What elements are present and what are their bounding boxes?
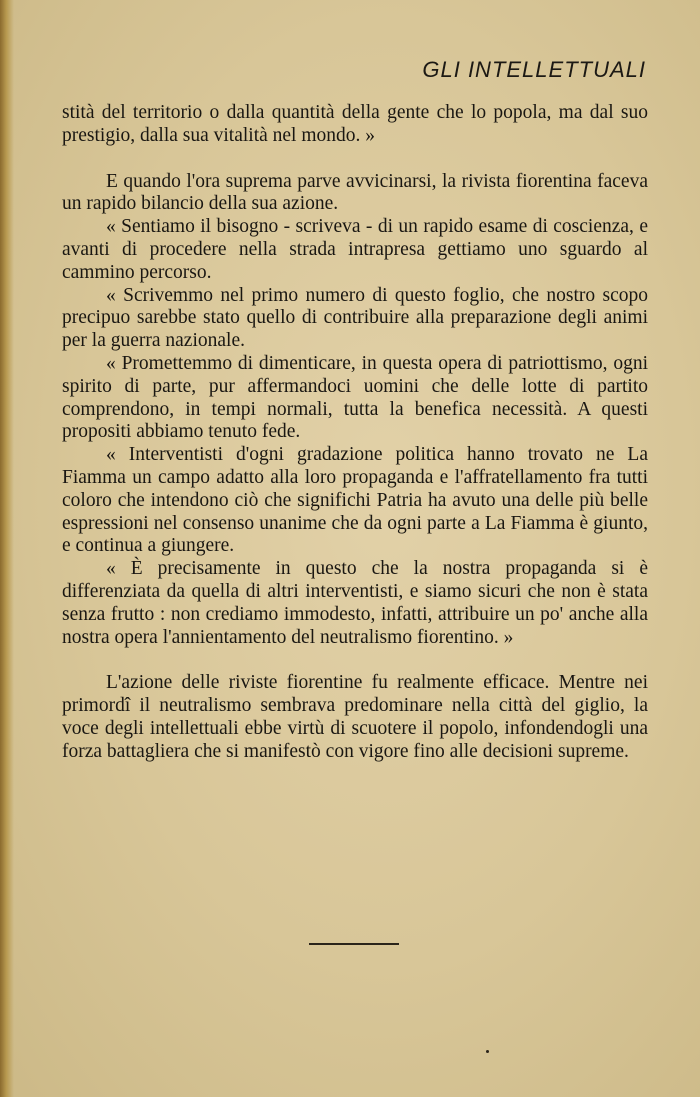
print-speck (486, 1050, 489, 1053)
paragraph: E quando l'ora suprema parve avvicinarsi, la rivista fiorentina faceva un rapido bilancio della sua azione. (62, 170, 648, 215)
paragraph: « Interventisti d'ogni gradazione politica hanno trovato ne La Fiamma un campo adatto alla loro propaganda e l'affratellamento fra tutti coloro che intendono ciò che significhi Patria ha avuto una delle più belle espressioni nel consenso unanime che da ogni parte a La Fiamma è giunto, e continua a giungere. (62, 444, 648, 557)
paragraph: « È precisamente in questo che la nostra propaganda si è differenziata da quella di altri interventisti, e siamo sicuri che non è stata senza frutto : non crediamo immodesto, infatti, attribuire un po' anche alla nostra opera l'annientamento del neutralismo fiorentino. » (62, 558, 648, 648)
section-end-rule (309, 943, 399, 945)
running-head: GLI INTELLETTUALI (422, 57, 646, 82)
paragraph: L'azione delle riviste fiorentine fu realmente efficace. Mentre nei primordî il neutralismo sembrava predominare nella città del giglio, la voce degli intellettuali ebbe virtù di scuotere il popolo, infondendogli una forza battagliera che si manifestò con vigore fino alle decisioni supreme. (62, 672, 648, 762)
paragraph: « Sentiamo il bisogno - scriveva - di un rapido esame di coscienza, e avanti di procedere nella strada intrapresa gettiamo uno sguardo al cammino percorso. (62, 216, 648, 283)
paragraph: « Scrivemmo nel primo numero di questo foglio, che nostro scopo precipuo sarebbe stato quello di contribuire alla preparazione degli animi per la guerra nazionale. (62, 284, 648, 352)
page-spine-shadow (0, 0, 14, 1097)
paragraph: stità del territorio o dalla quantità della gente che lo popola, ma dal suo prestigio, dalla sua vitalità nel mondo. » (62, 102, 648, 146)
body-text (62, 102, 648, 764)
paragraph: « Promettemmo di dimenticare, in questa opera di patriottismo, ogni spirito di parte, pur affermandoci uomini che delle lotte di partito comprendono, in tempi normali, tutta la benefica necessità. A questi propositi abbiamo tenuto fede. (62, 352, 648, 443)
